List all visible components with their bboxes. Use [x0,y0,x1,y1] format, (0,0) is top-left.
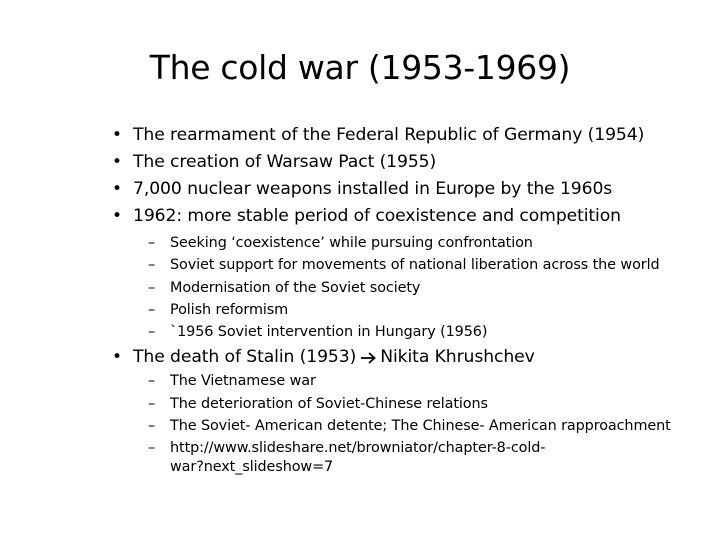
arrow-right-icon [359,346,378,368]
bullet-dot: • [112,179,122,199]
sub-bullet-text: Modernisation of the Soviet society [170,280,421,296]
sub-bullet-text: Seeking ‘coexistence’ while pursuing confrontation [170,235,533,251]
sub-bullet-text: The Soviet- American detente; The Chinese- American rapproachment [170,418,671,434]
sub-bullet-dash: – [148,280,156,296]
main-bullet-text [133,346,535,368]
main-bullet-text: 7,000 nuclear weapons installed in Europe by the 1960s [133,179,613,199]
bullet-dot: • [112,347,122,367]
slideshare-link-cont: war?next_slideshow=7 [170,459,334,475]
sub-bullet-dash: – [148,257,156,273]
sub-bullet-dash: – [148,418,156,434]
main-bullet-text: The rearmament of the Federal Republic of Germany (1954) [133,125,645,145]
bullet-dot: • [112,206,122,226]
slide-title: The cold war (1953-1969) [149,48,571,87]
bullet-dot: • [112,125,122,145]
sub-bullet-dash: – [148,396,156,412]
sub-bullet-dash: – [148,235,156,251]
sub-bullet-text: The deterioration of Soviet-Chinese relations [170,396,488,412]
main-bullet-text: The creation of Warsaw Pact (1955) [133,152,437,172]
stalin-text: The death of Stalin (1953) [133,347,357,367]
sub-bullet-text: `1956 Soviet intervention in Hungary (1956) [170,324,488,340]
sub-bullet-text: Soviet support for movements of national liberation across the world [170,257,660,273]
bullet-dot: • [112,152,122,172]
sub-bullet-text: Polish reformism [170,302,289,318]
sub-bullet-dash: – [148,324,156,340]
sub-bullet-dash: – [148,302,156,318]
main-bullet-text: 1962: more stable period of coexistence and competition [133,206,621,226]
sub-bullet-text: The Vietnamese war [170,373,316,389]
sub-bullet-dash: – [148,440,156,456]
sub-bullet-dash: – [148,373,156,389]
khrushchev-text: Nikita Khrushchev [380,347,535,367]
slideshare-link: http://www.slideshare.net/browniator/chapter-8-cold- [170,440,546,456]
